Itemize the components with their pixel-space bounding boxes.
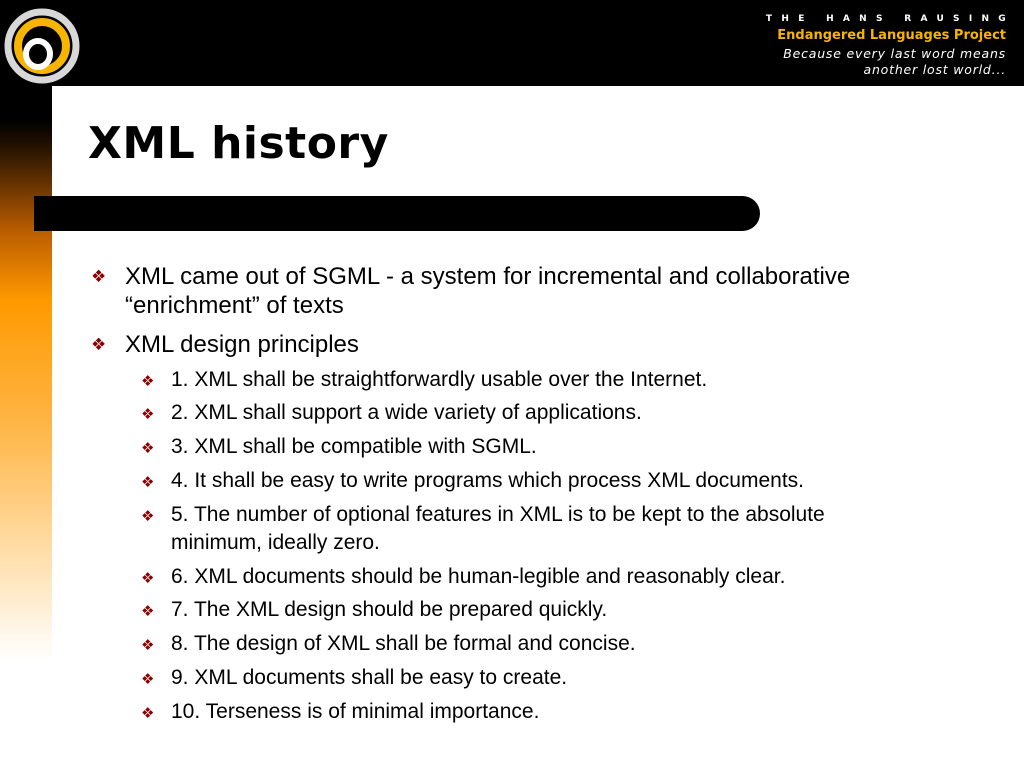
diamond-bullet-icon: ❖ (141, 405, 155, 423)
list-item (141, 399, 642, 427)
list-item (91, 262, 851, 320)
brand-project-name: Endangered Languages Project (777, 28, 1006, 43)
diamond-bullet-icon: ❖ (141, 670, 155, 688)
list-item (141, 698, 540, 726)
list-item-text: XML design principles (125, 331, 359, 358)
list-item (91, 330, 359, 359)
diamond-bullet-icon: ❖ (141, 602, 155, 620)
diamond-bullet-icon: ❖ (141, 636, 155, 654)
diamond-bullet-icon: ❖ (141, 473, 155, 491)
list-item-text: 6. XML documents should be human-legible and reasonably clear. (171, 565, 786, 588)
slide-title: XML history (88, 118, 389, 169)
diamond-bullet-icon: ❖ (91, 335, 107, 355)
brand-tagline-line1: Because every last word means (783, 46, 1006, 61)
list-item-text: 7. The XML design should be prepared quickly. (171, 598, 608, 621)
diamond-bullet-icon: ❖ (91, 267, 107, 287)
title-underline-bar (34, 196, 760, 231)
brand-tagline-line2: another lost world... (863, 62, 1006, 77)
list-item-text-line1: XML came out of SGML - a system for incremental and collaborative (125, 263, 851, 290)
list-item-text: 4. It shall be easy to write programs which process XML documents. (171, 469, 804, 492)
list-item (141, 664, 568, 692)
list-item (141, 366, 708, 394)
project-branding (765, 14, 1015, 78)
diamond-bullet-icon: ❖ (141, 569, 155, 587)
list-item (141, 433, 537, 461)
project-logo-icon (2, 2, 82, 94)
list-item (141, 563, 786, 591)
diamond-bullet-icon: ❖ (141, 439, 155, 457)
list-item-text: 8. The design of XML shall be formal and concise. (171, 632, 636, 655)
list-item (141, 501, 825, 557)
list-item (141, 630, 636, 658)
list-item (141, 467, 804, 495)
list-item (141, 596, 608, 624)
brand-foundation-name: THE HANS RAUSING (765, 14, 1015, 24)
diamond-bullet-icon: ❖ (141, 507, 155, 525)
list-item-text-line2: “enrichment” of texts (125, 292, 344, 319)
list-item-text: 10. Terseness is of minimal importance. (171, 700, 540, 723)
list-item-text: 9. XML documents shall be easy to create. (171, 666, 568, 689)
side-gradient-band (0, 0, 52, 768)
list-item-text: 3. XML shall be compatible with SGML. (171, 435, 537, 458)
list-item-text: 1. XML shall be straightforwardly usable over the Internet. (171, 368, 708, 391)
diamond-bullet-icon: ❖ (141, 372, 155, 390)
list-item-text-line2: minimum, ideally zero. (171, 531, 380, 554)
list-item-text: 2. XML shall support a wide variety of applications. (171, 401, 642, 424)
list-item-text-line1: 5. The number of optional features in XML is to be kept to the absolute (171, 503, 825, 526)
diamond-bullet-icon: ❖ (141, 704, 155, 722)
